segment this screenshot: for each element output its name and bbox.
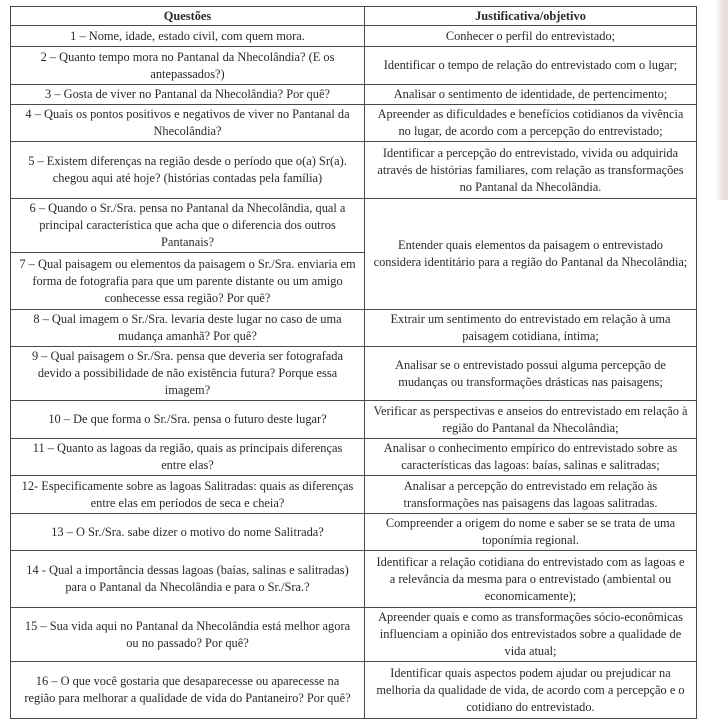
question-cell: 3 – Gosta de viver no Pantanal da Nhecolândia? Por quê?	[11, 85, 365, 105]
justification-cell: Apreender quais e como as transformações sócio-econômicas influenciam a opinião dos entrevistados sobre a qualidade de vida atual;	[365, 608, 697, 662]
justification-cell: Identificar quais aspectos podem ajudar ou prejudicar na melhoria da qualidade de vida, de acordo com a percepção e o cotidiano do entrevistado.	[365, 662, 697, 719]
question-cell: 12- Especificamente sobre as lagoas Salitradas: quais as diferenças entre elas em períodos de seca e cheia?	[11, 476, 365, 514]
table-row	[11, 476, 697, 514]
table-row	[11, 105, 697, 142]
table-row	[11, 551, 697, 608]
table-row	[11, 47, 697, 85]
question-cell: 4 – Quais os pontos positivos e negativos de viver no Pantanal da Nhecolândia?	[11, 105, 365, 142]
question-cell: 1 – Nome, idade, estado civil, com quem mora.	[11, 26, 365, 47]
question-cell: 5 – Existem diferenças na região desde o período que o(a) Sr(a). chegou aqui até hoje? (histórias contadas pela família)	[11, 142, 365, 199]
justification-cell: Analisar se o entrevistado possui alguma percepção de mudanças ou transformações drásticas nas paisagens;	[365, 347, 697, 401]
adjacent-page-edge	[715, 0, 728, 200]
question-cell: 6 – Quando o Sr./Sra. pensa no Pantanal da Nhecolândia, qual a principal característica que acha que o diferencia dos outros Pantanais?	[11, 199, 365, 253]
justification-cell: Analisar o sentimento de identidade, de pertencimento;	[365, 85, 697, 105]
justification-cell: Identificar a relação cotidiana do entrevistado com as lagoas e a relevância da mesma para o entrevistado (ambiental ou economicamente);	[365, 551, 697, 608]
question-cell: 8 – Qual imagem o Sr./Sra. levaria deste lugar no caso de uma mudança amanhã? Por quê?	[11, 310, 365, 347]
justification-cell: Verificar as perspectivas e anseios do entrevistado em relação à região do Pantanal da Nhecolândia;	[365, 401, 697, 439]
table-row	[11, 608, 697, 662]
question-cell: 16 – O que você gostaria que desaparecesse ou aparecesse na região para melhorar a qualidade de vida do Pantaneiro? Por quê?	[11, 662, 365, 719]
justification-cell: Entender quais elementos da paisagem o entrevistado considera identitário para a região do Pantanal da Nhecolândia;	[365, 199, 697, 310]
table-row	[11, 662, 697, 719]
table-row	[11, 514, 697, 551]
table-row	[11, 26, 697, 47]
header-questoes: Questões	[11, 7, 365, 26]
justification-cell: Identificar o tempo de relação do entrevistado com o lugar;	[365, 47, 697, 85]
justification-cell: Extrair um sentimento do entrevistado em relação à uma paisagem cotidiana, íntima;	[365, 310, 697, 347]
table-row	[11, 142, 697, 199]
table-row	[11, 85, 697, 105]
question-cell: 2 – Quanto tempo mora no Pantanal da Nhecolândia? (E os antepassados?)	[11, 47, 365, 85]
questions-table	[10, 6, 697, 719]
table-row	[11, 401, 697, 439]
question-cell: 7 – Qual paisagem ou elementos da paisagem o Sr./Sra. enviaria em forma de fotografia para que um parente distante ou um amigo conhecesse essa região? Por quê?	[11, 253, 365, 310]
table-row	[11, 310, 697, 347]
table-row	[11, 199, 697, 253]
question-cell: 11 – Quanto as lagoas da região, quais as principais diferenças entre elas?	[11, 439, 365, 476]
header-justificativa: Justificativa/objetivo	[365, 7, 697, 26]
question-cell: 14 - Qual a importância dessas lagoas (baías, salinas e salitradas) para o Pantanal da Nhecolândia e para o Sr./Sra.?	[11, 551, 365, 608]
justification-cell: Identificar a percepção do entrevistado, vivida ou adquirida através de histórias familiares, com relação as transformações no Pantanal da Nhecolândia.	[365, 142, 697, 199]
header-row	[11, 7, 697, 26]
question-cell: 10 – De que forma o Sr./Sra. pensa o futuro deste lugar?	[11, 401, 365, 439]
justification-cell: Analisar a percepção do entrevistado em relação às transformações nas paisagens das lagoas salitradas.	[365, 476, 697, 514]
table-row	[11, 347, 697, 401]
table-row	[11, 439, 697, 476]
justification-cell: Conhecer o perfil do entrevistado;	[365, 26, 697, 47]
question-cell: 9 – Qual paisagem o Sr./Sra. pensa que deveria ser fotografada devido a possibilidade de não existência futura? Porque essa imagem?	[11, 347, 365, 401]
question-cell: 13 – O Sr./Sra. sabe dizer o motivo do nome Salitrada?	[11, 514, 365, 551]
justification-cell: Analisar o conhecimento empírico do entrevistado sobre as características das lagoas: baías, salinas e salitradas;	[365, 439, 697, 476]
justification-cell: Compreender a origem do nome e saber se se trata de uma toponímia regional.	[365, 514, 697, 551]
question-cell: 15 – Sua vida aqui no Pantanal da Nhecolândia está melhor agora ou no passado? Por quê?	[11, 608, 365, 662]
justification-cell: Apreender as dificuldades e benefícios cotidianos da vivência no lugar, de acordo com a percepção do entrevistado;	[365, 105, 697, 142]
